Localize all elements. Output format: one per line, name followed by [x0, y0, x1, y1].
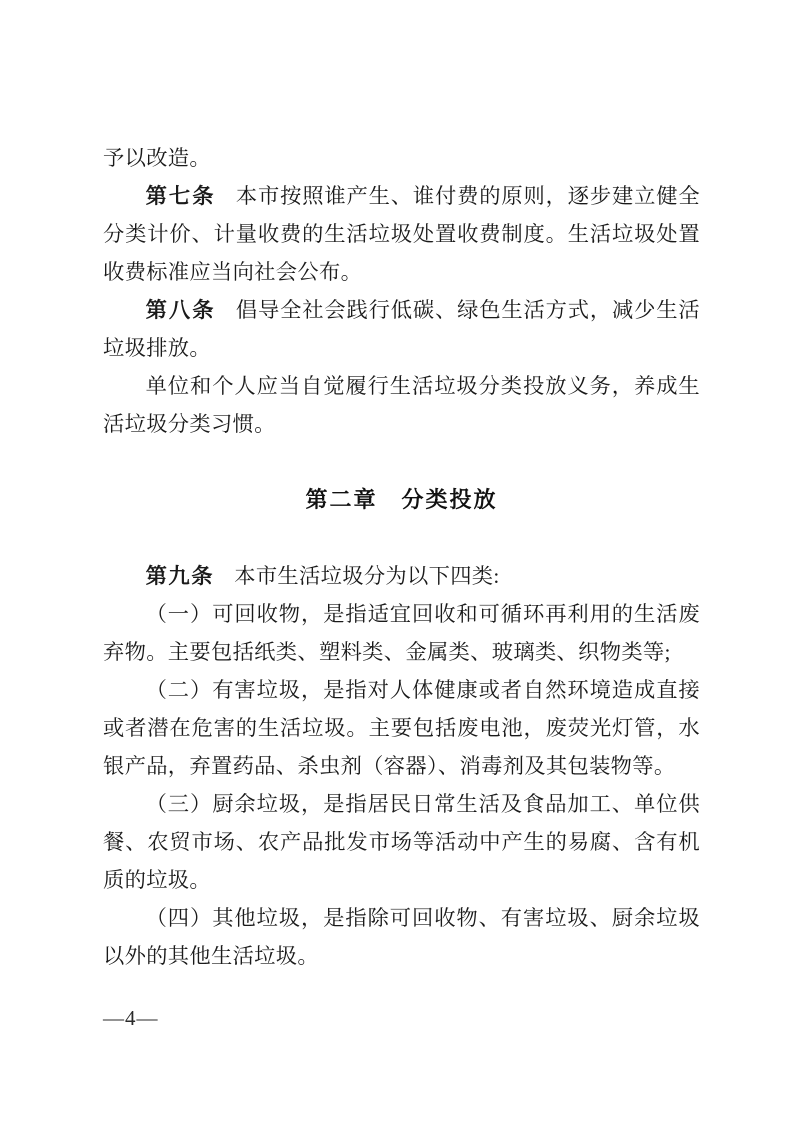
- article-8-text: 倡导全社会践行低碳、绿色生活方式，减少生活垃圾排放。: [103, 298, 700, 360]
- page-number-footer: —4—: [103, 1006, 159, 1030]
- item-4-other-waste-paragraph: [103, 899, 700, 975]
- article-9-number: 第九条: [145, 564, 214, 588]
- article-7-number: 第七条: [145, 184, 216, 208]
- paragraph-continuation: [103, 139, 700, 177]
- article-9-paragraph: [103, 557, 700, 595]
- paragraph-text: （一）可回收物，是指适宜回收和可循环再利用的生活废弃物。主要包括纸类、塑料类、金属类、玻璃类、织物类等;: [103, 602, 700, 664]
- item-2-hazardous-paragraph: [103, 671, 700, 785]
- paragraph-text: （三）厨余垃圾，是指居民日常生活及食品加工、单位供餐、农贸市场、农产品批发市场等活动中产生的易腐、含有机质的垃圾。: [103, 792, 700, 892]
- article-8-paragraph: [103, 291, 700, 367]
- article-7-text: 本市按照谁产生、谁付费的原则，逐步建立健全分类计价、计量收费的生活垃圾处置收费制度。生活垃圾处置收费标准应当向社会公布。: [103, 184, 700, 284]
- article-9-text: 本市生活垃圾分为以下四类:: [234, 564, 500, 588]
- document-content: [103, 139, 700, 975]
- article-7-paragraph: [103, 177, 700, 291]
- paragraph-text: 单位和个人应当自觉履行生活垃圾分类投放义务，养成生活垃圾分类习惯。: [103, 374, 700, 436]
- paragraph-text: （四）其他垃圾，是指除可回收物、有害垃圾、厨余垃圾以外的其他生活垃圾。: [103, 906, 700, 968]
- chapter-2-heading: 第二章 分类投放: [305, 487, 498, 512]
- paragraph-text: （二）有害垃圾，是指对人体健康或者自然环境造成直接或者潜在危害的生活垃圾。主要包括废电池，废荧光灯管，水银产品，弃置药品、杀虫剂（容器）、消毒剂及其包装物等。: [103, 678, 700, 778]
- item-3-kitchen-waste-paragraph: [103, 785, 700, 899]
- obligation-paragraph: [103, 367, 700, 443]
- article-8-number: 第八条: [145, 298, 216, 322]
- item-1-recyclables-paragraph: [103, 595, 700, 671]
- paragraph-text: 予以改造。: [103, 146, 211, 170]
